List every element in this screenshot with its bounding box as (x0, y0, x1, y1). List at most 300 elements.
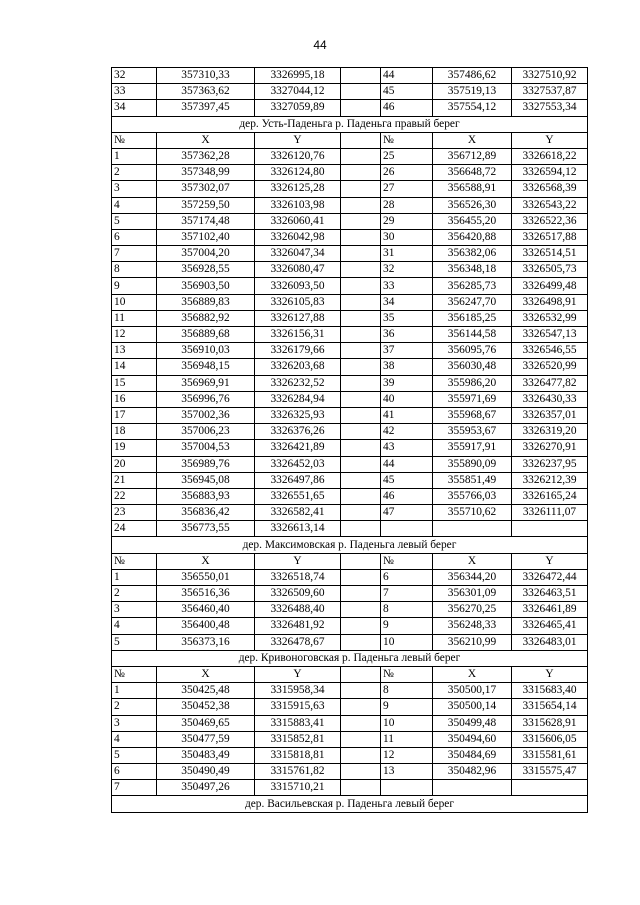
point-number: 34 (112, 100, 157, 116)
x-coordinate: 356526,30 (433, 197, 512, 213)
x-coordinate (433, 780, 512, 796)
y-coordinate: 3326212,39 (512, 472, 588, 488)
spacer-cell (341, 488, 381, 504)
table-row (112, 521, 588, 537)
spacer-cell (341, 148, 381, 164)
point-number: 39 (381, 375, 433, 391)
x-coordinate: 356420,88 (433, 229, 512, 245)
x-coordinate: 357004,53 (157, 440, 255, 456)
y-coordinate: 3315628,91 (512, 715, 588, 731)
spacer-cell (341, 165, 381, 181)
x-coordinate: 356285,73 (433, 278, 512, 294)
spacer-cell (341, 699, 381, 715)
point-number: 17 (112, 407, 157, 423)
x-coordinate: 357348,99 (157, 165, 255, 181)
spacer-cell (341, 747, 381, 763)
x-coordinate: 357302,07 (157, 181, 255, 197)
table-row (112, 391, 588, 407)
x-coordinate: 350452,38 (157, 699, 255, 715)
point-number: 35 (381, 310, 433, 326)
y-coordinate (512, 780, 588, 796)
x-coordinate: 350477,59 (157, 731, 255, 747)
point-number: 24 (112, 521, 157, 537)
x-coordinate: 356883,93 (157, 488, 255, 504)
point-number: 19 (112, 440, 157, 456)
point-number: 7 (112, 246, 157, 262)
point-number: 3 (112, 181, 157, 197)
table-row (112, 148, 588, 164)
spacer-cell (341, 683, 381, 699)
table-row (112, 100, 588, 116)
y-coordinate: 3326546,55 (512, 343, 588, 359)
column-header-y: Y (512, 553, 588, 569)
y-coordinate: 3326461,89 (512, 602, 588, 618)
x-coordinate: 357310,33 (157, 68, 255, 84)
y-coordinate: 3326376,26 (255, 424, 341, 440)
spacer-cell (341, 100, 381, 116)
column-header-x: X (157, 132, 255, 148)
y-coordinate: 3326120,76 (255, 148, 341, 164)
table-row (112, 602, 588, 618)
point-number: 21 (112, 472, 157, 488)
y-coordinate: 3326156,31 (255, 327, 341, 343)
y-coordinate: 3327044,12 (255, 84, 341, 100)
y-coordinate: 3326582,41 (255, 505, 341, 521)
x-coordinate: 356910,03 (157, 343, 255, 359)
point-number: 23 (112, 505, 157, 521)
x-coordinate: 356773,55 (157, 521, 255, 537)
spacer-cell (341, 424, 381, 440)
table-row (112, 165, 588, 181)
table-row (112, 197, 588, 213)
point-number: 33 (381, 278, 433, 294)
y-coordinate: 3326111,07 (512, 505, 588, 521)
x-coordinate: 356969,91 (157, 375, 255, 391)
point-number: 45 (381, 472, 433, 488)
point-number: 10 (112, 294, 157, 310)
spacer-cell (341, 375, 381, 391)
point-number: 13 (381, 764, 433, 780)
table-row (112, 488, 588, 504)
x-coordinate: 357002,36 (157, 407, 255, 423)
point-number: 45 (381, 84, 433, 100)
x-coordinate: 356836,42 (157, 505, 255, 521)
y-coordinate: 3315575,47 (512, 764, 588, 780)
point-number: 7 (112, 780, 157, 796)
y-coordinate: 3315761,82 (255, 764, 341, 780)
table-row (112, 456, 588, 472)
table-row (112, 84, 588, 100)
x-coordinate: 350500,17 (433, 683, 512, 699)
y-coordinate: 3326522,36 (512, 213, 588, 229)
point-number: 18 (112, 424, 157, 440)
y-coordinate: 3326551,65 (255, 488, 341, 504)
spacer-cell (341, 634, 381, 650)
table-row (112, 68, 588, 84)
y-coordinate: 3326093,50 (255, 278, 341, 294)
y-coordinate: 3326179,66 (255, 343, 341, 359)
spacer-cell (341, 197, 381, 213)
x-coordinate: 350482,96 (433, 764, 512, 780)
x-coordinate: 350494,60 (433, 731, 512, 747)
section-caption-row (112, 650, 588, 666)
point-number: 28 (381, 197, 433, 213)
point-number: 2 (112, 165, 157, 181)
table-row (112, 440, 588, 456)
y-coordinate: 3326080,47 (255, 262, 341, 278)
spacer-cell (341, 569, 381, 585)
x-coordinate: 356210,99 (433, 634, 512, 650)
x-coordinate: 350499,48 (433, 715, 512, 731)
table-row (112, 683, 588, 699)
table-row (112, 262, 588, 278)
y-coordinate: 3326319,20 (512, 424, 588, 440)
x-coordinate: 357486,62 (433, 68, 512, 84)
spacer-cell (341, 602, 381, 618)
spacer-cell (341, 521, 381, 537)
point-number: 12 (381, 747, 433, 763)
spacer-cell (341, 229, 381, 245)
point-number: 5 (112, 747, 157, 763)
y-coordinate: 3326594,12 (512, 165, 588, 181)
x-coordinate: 356903,50 (157, 278, 255, 294)
spacer-cell (341, 553, 381, 569)
x-coordinate: 356889,68 (157, 327, 255, 343)
y-coordinate: 3315852,81 (255, 731, 341, 747)
y-coordinate: 3326568,39 (512, 181, 588, 197)
point-number: 27 (381, 181, 433, 197)
x-coordinate: 356382,06 (433, 246, 512, 262)
column-header-num: № (112, 553, 157, 569)
point-number: 15 (112, 375, 157, 391)
section-caption: дер. Максимовская р. Паденьга левый берег (112, 537, 588, 553)
section-caption: дер. Кривоноговская р. Паденьга левый берег (112, 650, 588, 666)
y-coordinate: 3326472,44 (512, 569, 588, 585)
x-coordinate: 356400,48 (157, 618, 255, 634)
spacer-cell (341, 666, 381, 682)
spacer-cell (341, 213, 381, 229)
y-coordinate: 3326165,24 (512, 488, 588, 504)
point-number: 9 (381, 618, 433, 634)
section-caption: дер. Васильевская р. Паденьга левый берег (112, 796, 588, 812)
y-coordinate: 3327553,34 (512, 100, 588, 116)
x-coordinate: 357363,62 (157, 84, 255, 100)
x-coordinate: 357362,28 (157, 148, 255, 164)
spacer-cell (341, 294, 381, 310)
y-coordinate: 3326237,95 (512, 456, 588, 472)
page-number: 44 (313, 38, 327, 52)
point-number: 40 (381, 391, 433, 407)
spacer-cell (341, 132, 381, 148)
point-number: 29 (381, 213, 433, 229)
point-number: 2 (112, 699, 157, 715)
column-header-num: № (381, 132, 433, 148)
x-coordinate: 355971,69 (433, 391, 512, 407)
spacer-cell (341, 586, 381, 602)
table-row (112, 699, 588, 715)
section-caption: дер. Усть-Паденьга р. Паденьга правый берег (112, 116, 588, 132)
table-row (112, 246, 588, 262)
column-header-y: Y (512, 132, 588, 148)
x-coordinate: 356460,40 (157, 602, 255, 618)
y-coordinate: 3326518,74 (255, 569, 341, 585)
x-coordinate: 357004,20 (157, 246, 255, 262)
y-coordinate: 3326325,93 (255, 407, 341, 423)
point-number: 47 (381, 505, 433, 521)
y-coordinate: 3326103,98 (255, 197, 341, 213)
point-number: 13 (112, 343, 157, 359)
y-coordinate: 3326125,28 (255, 181, 341, 197)
y-coordinate: 3326517,88 (512, 229, 588, 245)
column-header-num: № (112, 132, 157, 148)
point-number: 12 (112, 327, 157, 343)
point-number: 44 (381, 68, 433, 84)
x-coordinate: 350500,14 (433, 699, 512, 715)
y-coordinate: 3326452,03 (255, 456, 341, 472)
spacer-cell (341, 780, 381, 796)
spacer-cell (341, 278, 381, 294)
spacer-cell (341, 246, 381, 262)
y-coordinate: 3327059,89 (255, 100, 341, 116)
point-number (381, 521, 433, 537)
y-coordinate: 3327510,92 (512, 68, 588, 84)
y-coordinate: 3326532,99 (512, 310, 588, 326)
y-coordinate: 3326465,41 (512, 618, 588, 634)
y-coordinate: 3326514,51 (512, 246, 588, 262)
x-coordinate: 356948,15 (157, 359, 255, 375)
spacer-cell (341, 84, 381, 100)
y-coordinate: 3326270,91 (512, 440, 588, 456)
point-number: 42 (381, 424, 433, 440)
point-number: 6 (112, 229, 157, 245)
x-coordinate: 356882,92 (157, 310, 255, 326)
table-row (112, 586, 588, 602)
point-number: 8 (381, 683, 433, 699)
point-number: 10 (381, 715, 433, 731)
spacer-cell (341, 715, 381, 731)
table-row (112, 294, 588, 310)
y-coordinate: 3326047,34 (255, 246, 341, 262)
y-coordinate: 3326430,33 (512, 391, 588, 407)
table-row (112, 375, 588, 391)
table-row (112, 327, 588, 343)
y-coordinate: 3326505,73 (512, 262, 588, 278)
spacer-cell (341, 731, 381, 747)
point-number: 5 (112, 213, 157, 229)
y-coordinate: 3315818,81 (255, 747, 341, 763)
point-number: 43 (381, 440, 433, 456)
point-number: 32 (381, 262, 433, 278)
x-coordinate: 356270,25 (433, 602, 512, 618)
x-coordinate: 356030,48 (433, 359, 512, 375)
point-number: 9 (381, 699, 433, 715)
y-coordinate: 3326421,89 (255, 440, 341, 456)
point-number: 26 (381, 165, 433, 181)
y-coordinate: 3326995,18 (255, 68, 341, 84)
y-coordinate: 3326127,88 (255, 310, 341, 326)
point-number: 6 (381, 569, 433, 585)
spacer-cell (341, 343, 381, 359)
y-coordinate: 3326499,48 (512, 278, 588, 294)
table-row (112, 731, 588, 747)
point-number: 25 (381, 148, 433, 164)
y-coordinate (512, 521, 588, 537)
point-number: 3 (112, 715, 157, 731)
y-coordinate: 3326042,98 (255, 229, 341, 245)
y-coordinate: 3315654,14 (512, 699, 588, 715)
point-number: 7 (381, 586, 433, 602)
y-coordinate: 3326488,40 (255, 602, 341, 618)
spacer-cell (341, 764, 381, 780)
y-coordinate: 3326463,51 (512, 586, 588, 602)
point-number: 31 (381, 246, 433, 262)
column-header-x: X (433, 132, 512, 148)
x-coordinate: 356373,16 (157, 634, 255, 650)
x-coordinate: 357519,13 (433, 84, 512, 100)
x-coordinate: 356144,58 (433, 327, 512, 343)
table-row (112, 764, 588, 780)
column-header-y: Y (255, 666, 341, 682)
table-row (112, 472, 588, 488)
x-coordinate: 350497,26 (157, 780, 255, 796)
point-number: 44 (381, 456, 433, 472)
point-number: 8 (112, 262, 157, 278)
table-row (112, 505, 588, 521)
x-coordinate: 355953,67 (433, 424, 512, 440)
point-number: 9 (112, 278, 157, 294)
x-coordinate: 356348,18 (433, 262, 512, 278)
x-coordinate: 356455,20 (433, 213, 512, 229)
y-coordinate: 3315883,41 (255, 715, 341, 731)
point-number: 11 (112, 310, 157, 326)
table-row (112, 780, 588, 796)
point-number: 1 (112, 683, 157, 699)
x-coordinate: 355968,67 (433, 407, 512, 423)
y-coordinate: 3326497,86 (255, 472, 341, 488)
point-number: 6 (112, 764, 157, 780)
column-header-num: № (112, 666, 157, 682)
point-number (381, 780, 433, 796)
y-coordinate: 3315606,05 (512, 731, 588, 747)
column-header-row (112, 553, 588, 569)
table-row (112, 359, 588, 375)
column-header-y: Y (255, 553, 341, 569)
point-number: 4 (112, 618, 157, 634)
x-coordinate: 356247,70 (433, 294, 512, 310)
table-row (112, 181, 588, 197)
x-coordinate: 356588,91 (433, 181, 512, 197)
column-header-num: № (381, 553, 433, 569)
y-coordinate: 3326481,92 (255, 618, 341, 634)
point-number: 32 (112, 68, 157, 84)
spacer-cell (341, 181, 381, 197)
table-row (112, 424, 588, 440)
section-caption-row (112, 796, 588, 812)
x-coordinate: 356185,25 (433, 310, 512, 326)
x-coordinate: 350425,48 (157, 683, 255, 699)
point-number: 30 (381, 229, 433, 245)
point-number: 4 (112, 197, 157, 213)
table-row (112, 407, 588, 423)
x-coordinate (433, 521, 512, 537)
point-number: 22 (112, 488, 157, 504)
x-coordinate: 357554,12 (433, 100, 512, 116)
column-header-y: Y (512, 666, 588, 682)
spacer-cell (341, 310, 381, 326)
x-coordinate: 350484,69 (433, 747, 512, 763)
x-coordinate: 356095,76 (433, 343, 512, 359)
x-coordinate: 356712,89 (433, 148, 512, 164)
table-row (112, 715, 588, 731)
table-row (112, 278, 588, 294)
column-header-y: Y (255, 132, 341, 148)
spacer-cell (341, 359, 381, 375)
column-header-row (112, 132, 588, 148)
spacer-cell (341, 391, 381, 407)
point-number: 36 (381, 327, 433, 343)
column-header-x: X (157, 553, 255, 569)
y-coordinate: 3326498,91 (512, 294, 588, 310)
y-coordinate: 3326124,80 (255, 165, 341, 181)
point-number: 11 (381, 731, 433, 747)
y-coordinate: 3326203,68 (255, 359, 341, 375)
table-row (112, 343, 588, 359)
table-row (112, 213, 588, 229)
spacer-cell (341, 327, 381, 343)
x-coordinate: 357006,23 (157, 424, 255, 440)
x-coordinate: 357102,40 (157, 229, 255, 245)
point-number: 20 (112, 456, 157, 472)
x-coordinate: 356301,09 (433, 586, 512, 602)
point-number: 14 (112, 359, 157, 375)
x-coordinate: 355851,49 (433, 472, 512, 488)
spacer-cell (341, 407, 381, 423)
point-number: 46 (381, 100, 433, 116)
y-coordinate: 3326520,99 (512, 359, 588, 375)
table-row (112, 634, 588, 650)
x-coordinate: 356516,36 (157, 586, 255, 602)
x-coordinate: 357397,45 (157, 100, 255, 116)
x-coordinate: 355890,09 (433, 456, 512, 472)
x-coordinate: 355917,91 (433, 440, 512, 456)
point-number: 2 (112, 586, 157, 602)
table-row (112, 747, 588, 763)
spacer-cell (341, 68, 381, 84)
section-caption-row (112, 116, 588, 132)
point-number: 5 (112, 634, 157, 650)
section-caption-row (112, 537, 588, 553)
point-number: 37 (381, 343, 433, 359)
x-coordinate: 356996,76 (157, 391, 255, 407)
table-row (112, 618, 588, 634)
y-coordinate: 3326543,22 (512, 197, 588, 213)
coordinates-table (111, 67, 588, 813)
column-header-row (112, 666, 588, 682)
x-coordinate: 350483,49 (157, 747, 255, 763)
point-number: 1 (112, 148, 157, 164)
table-row (112, 229, 588, 245)
y-coordinate: 3315915,63 (255, 699, 341, 715)
point-number: 34 (381, 294, 433, 310)
y-coordinate: 3326477,82 (512, 375, 588, 391)
x-coordinate: 350490,49 (157, 764, 255, 780)
point-number: 3 (112, 602, 157, 618)
y-coordinate: 3315710,21 (255, 780, 341, 796)
column-header-num: № (381, 666, 433, 682)
y-coordinate: 3326613,14 (255, 521, 341, 537)
point-number: 46 (381, 488, 433, 504)
x-coordinate: 356550,01 (157, 569, 255, 585)
